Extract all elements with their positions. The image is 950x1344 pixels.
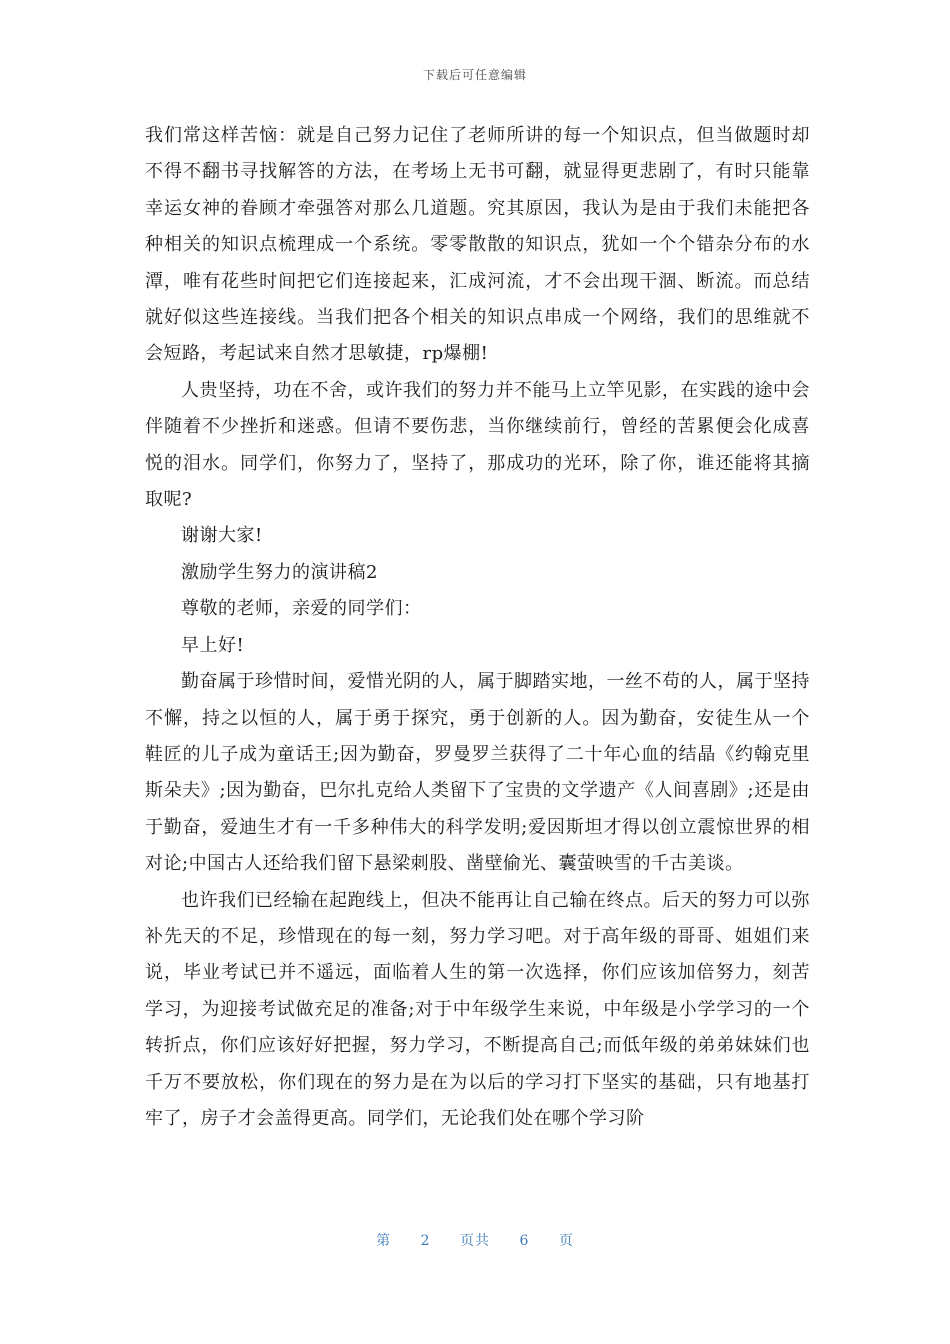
footer-current-page: 2 bbox=[420, 1233, 431, 1249]
greeting: 早上好! bbox=[181, 634, 245, 656]
paragraph: 勤奋属于珍惜时间，爱惜光阴的人，属于脚踏实地，一丝不苟的人，属于坚持不懈，持之以恒的人，属于勇于探究，勇于创新的人。因为勤奋，安徒生从一个鞋匠的儿子成为童话王;因为勤奋，罗曼罗兰获得了二十年心血的结晶《约翰克里斯朵夫》;因为勤奋，巴尔扎克给人类留下了宝贵的文学遗产《人间喜剧》;还是由于勤奋，爱迪生才有一千多种伟大的科学发明;爱因斯坦才得以创立震惊世界的相对论;中国古人还给我们留下悬梁刺股、凿壁偷光、囊萤映雪的千古美谈。 bbox=[145, 671, 810, 875]
salutation: 尊敬的老师，亲爱的同学们： bbox=[181, 598, 422, 620]
document-body bbox=[145, 118, 810, 1137]
footer-suffix: 页 bbox=[558, 1233, 574, 1249]
page-header bbox=[0, 66, 950, 83]
paragraph: 谢谢大家! bbox=[181, 525, 263, 547]
footer-total-pages: 6 bbox=[519, 1233, 530, 1249]
paragraph: 人贵坚持，功在不舍，或许我们的努力并不能马上立竿见影，在实践的途中会伴随着不少挫折和迷惑。但请不要伤悲，当你继续前行，曾经的苦累便会化成喜悦的泪水。同学们，你努力了，坚持了，那成功的光环，除了你，谁还能将其摘取呢? bbox=[145, 379, 810, 511]
paragraph: 也许我们已经输在起跑线上，但决不能再让自己输在终点。后天的努力可以弥补先天的不足，珍惜现在的每一刻，努力学习吧。对于高年级的哥哥、姐姐们来说，毕业考试已并不遥远，面临着人生的第一次选择，你们应该加倍努力，刻苦学习，为迎接考试做充足的准备;对于中年级学生来说，中年级是小学学习的一个转折点，你们应该好好把握，努力学习，不断提高自己;而低年级的弟弟妹妹们也千万不要放松，你们现在的努力是在为以后的学习打下坚实的基础，只有地基打牢了，房子才会盖得更高。同学们，无论我们处在哪个学习阶 bbox=[145, 889, 810, 1129]
footer-middle: 页共 bbox=[460, 1233, 490, 1249]
paragraph: 我们常这样苦恼：就是自己努力记住了老师所讲的每一个知识点，但当做题时却不得不翻书寻找解答的方法，在考场上无书可翻，就显得更悲剧了，有时只能靠幸运女神的眷顾才牵强答对那么几道题。究其原因，我认为是由于我们未能把各种相关的知识点梳理成一个系统。零零散散的知识点，犹如一个个错杂分布的水潭，唯有花些时间把它们连接起来，汇成河流，才不会出现干涸、断流。而总结就好似这些连接线。当我们把各个相关的知识点串成一个网络，我们的思维就不会短路，考起试来自然才思敏捷，rp爆棚! bbox=[145, 125, 810, 365]
page-footer bbox=[0, 1230, 950, 1250]
header-text: 下载后可任意编辑 bbox=[422, 68, 527, 82]
section-title: 激励学生努力的演讲稿2 bbox=[181, 561, 378, 583]
footer-prefix: 第 bbox=[376, 1233, 392, 1249]
